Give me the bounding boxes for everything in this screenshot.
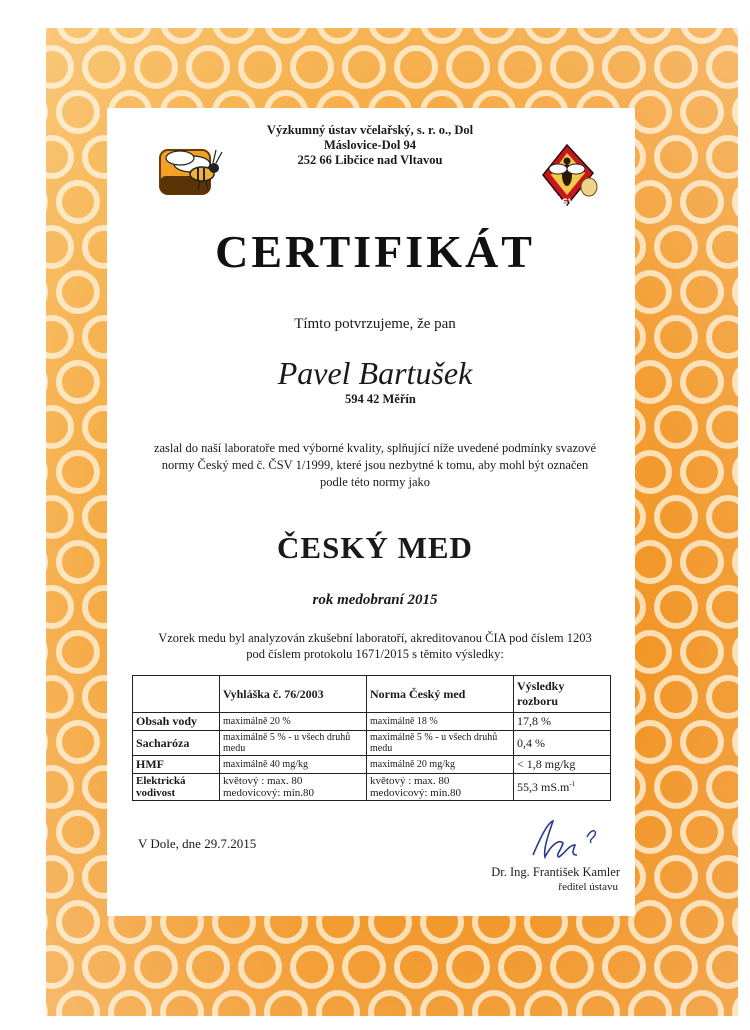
- institute-name: Výzkumný ústav včelařský, s. r. o., Dol: [266, 123, 474, 137]
- row-result: 17,8 %: [514, 713, 611, 731]
- row-result: [514, 774, 611, 801]
- certificate-title: [140, 225, 610, 278]
- row-vyhlaska: maximálně 20 %: [220, 713, 367, 731]
- statement-line-2: normy Český med č. ČSV 1/1999, které jsou nezbytné k tomu, aby mohl být označen: [161, 458, 589, 472]
- table-row: [133, 756, 611, 774]
- institute-address: [200, 123, 540, 168]
- harvest-year: rok medobraní 2015: [312, 592, 438, 608]
- product-name: ČESKÝ MED: [277, 530, 473, 565]
- analysis-line-2: pod číslem protokolu 1671/2015 s těmito výsledky:: [246, 647, 504, 661]
- table-header-norma: Norma Český med: [367, 676, 514, 713]
- row-norma: maximálně 18 %: [367, 713, 514, 731]
- table-header-empty: [133, 676, 220, 713]
- signer-name: Dr. Ing. František Kamler: [491, 865, 620, 879]
- recipient-city: 594 42 Měřín: [345, 392, 416, 406]
- issue-date: V Dole, dne 29.7.2015: [138, 836, 257, 851]
- table-header-vyhlaska: Vyhláška č. 76/2003: [220, 676, 367, 713]
- statement-line-3: podle této normy jako: [319, 475, 431, 489]
- row-norma: maximálně 20 mg/kg: [367, 756, 514, 774]
- intro-text: Tímto potvrzujeme, že pan: [294, 316, 456, 332]
- signer-role: ředitel ústavu: [558, 881, 618, 893]
- row-result-exponent: -1: [569, 779, 576, 788]
- row-norma-line-2: medovicový: min.80: [370, 787, 462, 799]
- csv-logo-icon: [541, 143, 601, 211]
- row-vyhlaska-line-2: medovicový: min.80: [223, 787, 315, 799]
- table-header-results: Výsledky rozboru: [514, 676, 611, 713]
- signature-icon: [525, 815, 605, 865]
- row-result-value: 55,3 mS.m: [517, 779, 570, 794]
- row-result: 0,4 %: [514, 731, 611, 756]
- row-label: Elektrická vodivost: [133, 774, 220, 801]
- table-row: [133, 774, 611, 801]
- certificate-title-text: CERTIFIKÁT: [215, 226, 535, 277]
- table-row: [133, 713, 611, 731]
- row-label: Obsah vody: [133, 713, 220, 731]
- row-vyhlaska-line-1: květový : max. 80: [223, 775, 303, 787]
- institute-city: 252 66 Libčice nad Vltavou: [297, 153, 443, 167]
- row-vyhlaska: maximálně 5 % - u všech druhů medu: [220, 731, 367, 756]
- row-vyhlaska: maximálně 40 mg/kg: [220, 756, 367, 774]
- table-row: [133, 731, 611, 756]
- row-result: < 1,8 mg/kg: [514, 756, 611, 774]
- analysis-text: [125, 630, 625, 662]
- row-norma: [367, 774, 514, 801]
- results-table: [132, 675, 611, 801]
- table-header-row: [133, 676, 611, 713]
- analysis-line-1: Vzorek medu byl analyzován zkušební laboratoří, akreditovanou ČIA pod číslem 1203: [158, 631, 592, 645]
- csv-logo-text: ČSV: [554, 198, 576, 208]
- row-vyhlaska: [220, 774, 367, 801]
- row-label: HMF: [133, 756, 220, 774]
- row-norma: maximálně 5 % - u všech druhů medu: [367, 731, 514, 756]
- statement-paragraph: [140, 440, 610, 491]
- statement-line-1: zaslal do naší laboratoře med výborné kvality, splňující níže uvedené podmínky svazové: [153, 441, 597, 455]
- institute-street: Máslovice-Dol 94: [324, 138, 416, 152]
- row-norma-line-1: květový : max. 80: [370, 775, 450, 787]
- recipient-name: Pavel Bartušek: [277, 355, 473, 391]
- row-label: Sacharóza: [133, 731, 220, 756]
